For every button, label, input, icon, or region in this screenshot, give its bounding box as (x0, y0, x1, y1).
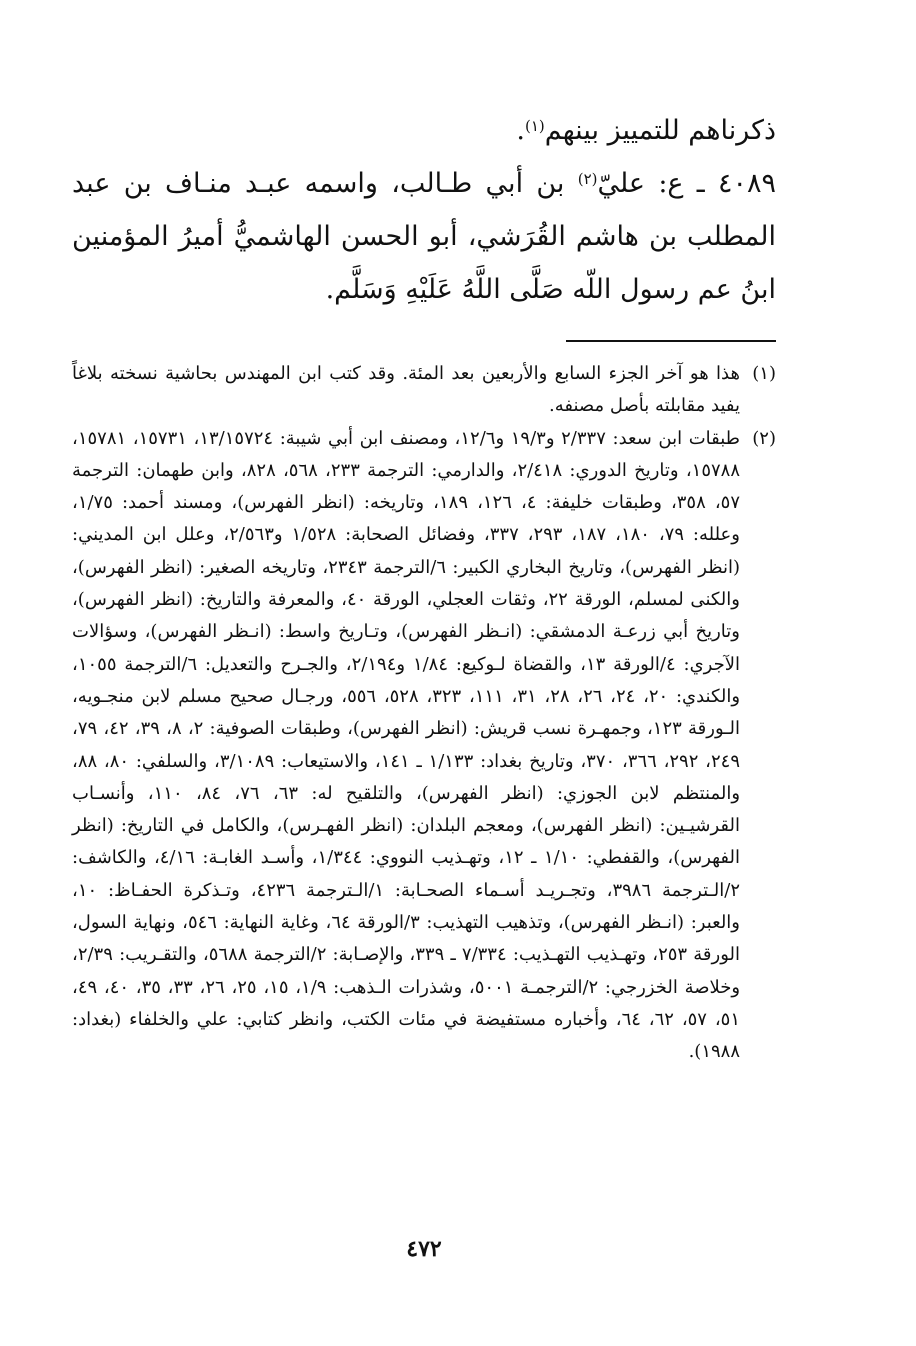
book-page (72, 0, 776, 1346)
entry-heading: ٤٠٨٩ ـ ع: عليّ (597, 168, 776, 199)
footnote-1 (72, 358, 776, 423)
continuation-end: . (516, 115, 525, 146)
continuation-text: ذكرناهم للتمييز بينهم (544, 115, 776, 146)
footnote-marker: (٢) (752, 427, 776, 449)
footnote-separator (566, 340, 776, 342)
entry-text: بن أبي طـالب، واسمه عبـد منـاف بن عبد المطلب بن هاشم القُرَشي، أبو الحسن الهاشميُّ أميرُ المؤمنين ابنُ عم رسول اللّه صَلَّى اللَّهُ عَلَيْهِ وَسَلَّم. (72, 168, 776, 305)
footnote-text: طبقات ابن سعد: ٢/٣٣٧ و١٩/٣ و١٢/٦، ومصنف ابن أبي شيبة: ١٣/١٥٧٢٤، ١٥٧٣١، ١٥٧٨١، ١٥٧٨٨، وتاريخ الدوري: ٢/٤١٨، والدارمي: الترجمة ٢٣٣، ٥٦٨، ٨٢٨، وابن طهمان: الترجمة ٥٧، ٣٥٨، وطبقات خليفة: ٤، ١٢٦، ١٨٩، وتاريخه: (انظر الفهرس)، ومسند أحمد: ١/٧٥، وعلله: ٧٩، ١٨٠، ١٨٧، ٢٩٣، ٣٣٧، وفضائل الصحابة: ١/٥٢٨ و٢/٥٦٣، وعلل ابن المديني: (انظر الفهرس)، وتاريخ البخاري الكبير: ٦/الترجمة ٢٣٤٣، وتاريخه الصغير: (انظر الفهرس)، والكنى لمسلم، الورقة ٢٢، وثقات العجلي، الورقة ٤٠، والمعرفة والتاريخ: (انظر الفهرس)، وتاريخ أبي زرعـة الدمشقي: (انـظر الفهرس)، وتـاريخ واسط: (انـظر الفهرس)، وسؤالات الآجري: ٤/الورقة ١٣، والقضاة لـوكيع: ١/٨٤ و٢/١٩٤، والجـرح والتعديل: ٦/الترجمة ١٠٥٥، والكندي: ٢٠، ٢٤، ٢٦، ٢٨، ٣١، ١١١، ٣٢٣، ٥٢٨، ٥٥٦، ورجـال صحيح مسلم لابن منجـويه، الـورقة ١٢٣، وجمهـرة نسب قريش: (انظر الفهرس)، وطبقات الصوفية: ٢، ٨، ٣٩، ٤٢، ٧٩، ٢٤٩، ٢٩٢، ٣٦٦، ٣٧٠، وتاريخ بغداد: ١/١٣٣ ـ ١٤١، والاستيعاب: ٣/١٠٨٩، والسلفي: ٨٠، ٨٨، والمنتظم لابن الجوزي: (انظر الفهرس)، والتلقيح له: ٦٣، ٧٦، ٨٤، ١١٠، وأنسـاب القرشيـين: (انظر الفهرس)، ومعجم البلدان: (انظر الفهـرس)، والكامل في التاريخ: (انظر الفهرس)، والقفطي: ١/١٠ ـ ١٢، وتهـذيب النووي: ١/٣٤٤، وأسـد الغابـة: ٤/١٦، والكاشف: ٢/الـترجمة ٣٩٨٦، وتجـريـد أسـماء الصحـابة: ١/الـترجمة ٤٢٣٦، وتـذكرة الحفـاظ: ١٠، والعبر: (انـظر الفهرس)، وتذهيب التهذيب: ٣/الورقة ٦٤، وغاية النهاية: ٥٤٦، ونهاية السول، الورقة ٢٥٣، وتهـذيب التهـذيب: ٧/٣٣٤ ـ ٣٣٩، والإصـابة: ٢/الترجمة ٥٦٨٨، والتقـريب: ٢/٣٩، وخلاصة الخزرجي: ٢/الترجمـة ٥٠٠١، وشذرات الـذهب: ١/٩، ١٥، ٢٥، ٢٦، ٣٣، ٣٥، ٤٠، ٤٩، ٥١، ٥٧، ٦٢، ٦٤، وأخباره مستفيضة في مئات الكتب، وانظر كتابي: علي والخلفاء (بغداد: ١٩٨٨). (72, 427, 741, 1063)
main-text (72, 104, 776, 316)
footnote-text: هذا هو آخر الجزء السابع والأربعين بعد المئة. وقد كتب ابن المهندس بحاشية نسخته بلاغاً يفيد مقابلته بأصل مصنفه. (72, 363, 740, 417)
footnote-ref-1[interactable]: (١) (524, 117, 545, 135)
page-number: ٤٧٢ (406, 1236, 442, 1262)
continuation-line (72, 104, 776, 157)
footnote-2 (72, 423, 776, 1069)
footnote-marker: (١) (752, 363, 776, 384)
footnotes-section (72, 358, 776, 1069)
biography-entry (72, 157, 776, 316)
footnote-ref-2[interactable]: (٢) (577, 170, 598, 188)
